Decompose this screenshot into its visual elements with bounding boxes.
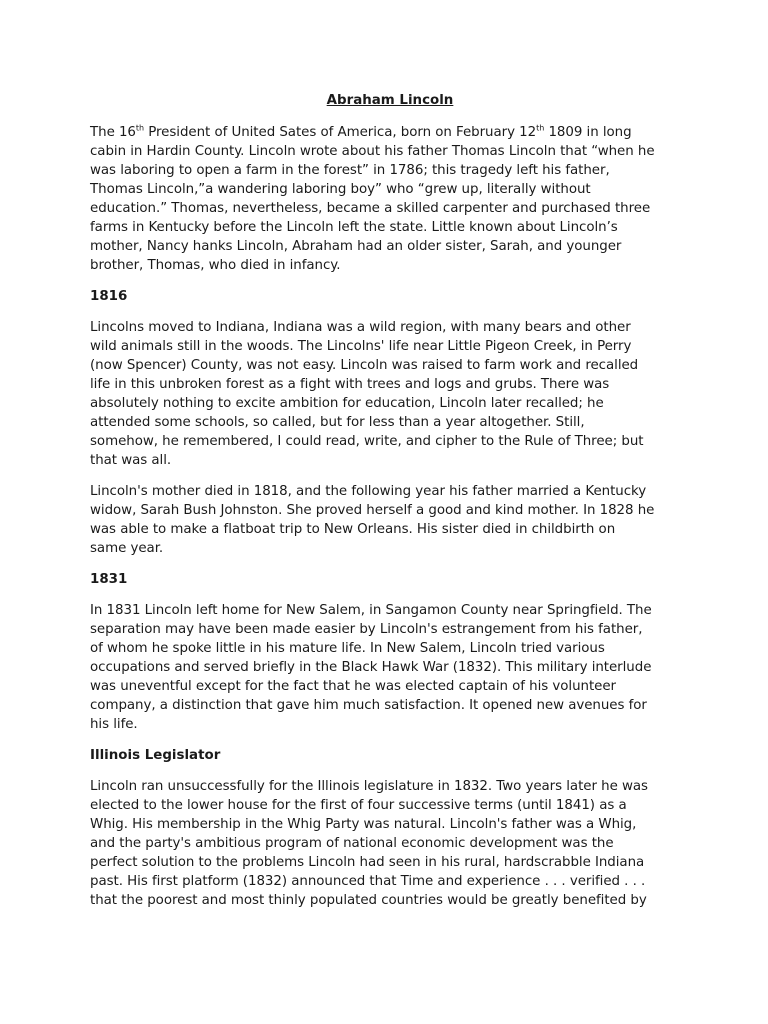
paragraph-line: occupations and served briefly in the Black Hawk War (1832). This military interlude [90, 660, 652, 675]
paragraph-line: Lincoln ran unsuccessfully for the Illinois legislature in 1832. Two years later he was [90, 779, 648, 794]
text-run: The 16 [90, 125, 136, 140]
paragraph-1831 [90, 601, 690, 734]
paragraph-line: Whig. His membership in the Whig Party was natural. Lincoln's father was a Whig, [90, 817, 637, 832]
document-title: Abraham Lincoln [326, 93, 454, 108]
paragraph-line: farms in Kentucky before the Lincoln left the state. Little known about Lincoln’s [90, 220, 618, 235]
paragraph-line: absolutely nothing to excite ambition for education, Lincoln later recalled; he [90, 396, 604, 411]
paragraph-line: attended some schools, so called, but for less than a year altogether. Still, [90, 415, 585, 430]
paragraph-line: Thomas Lincoln,”a wandering laboring boy” who “grew up, literally without [90, 182, 591, 197]
paragraph-line: In 1831 Lincoln left home for New Salem, in Sangamon County near Springfield. The [90, 603, 652, 618]
paragraph-line: perfect solution to the problems Lincoln had seen in his rural, hardscrabble Indiana [90, 855, 645, 870]
paragraph-1816-a [90, 318, 690, 470]
paragraph-line: mother, Nancy hanks Lincoln, Abraham had an older sister, Sarah, and younger [90, 239, 622, 254]
superscript: th [135, 123, 145, 133]
paragraph-line: brother, Thomas, who died in infancy. [90, 258, 341, 273]
paragraph-line: his life. [90, 717, 138, 732]
section-heading-1816: 1816 [90, 289, 128, 304]
paragraph-line: cabin in Hardin County. Lincoln wrote about his father Thomas Lincoln that “when he [90, 144, 655, 159]
paragraph-line: that was all. [90, 453, 172, 468]
paragraph-line [90, 123, 690, 142]
paragraph-1816-b [90, 482, 690, 558]
paragraph-legislator [90, 777, 690, 910]
section-heading-illinois-legislator: Illinois Legislator [90, 748, 221, 763]
paragraph-line: education.” Thomas, nevertheless, became a skilled carpenter and purchased three [90, 201, 651, 216]
paragraph-line: elected to the lower house for the first of four successive terms (until 1841) as a [90, 798, 627, 813]
intro-paragraph [90, 123, 690, 275]
document-page [90, 91, 690, 922]
paragraph-line: and the party's ambitious program of national economic development was the [90, 836, 614, 851]
section-heading-1831: 1831 [90, 572, 128, 587]
paragraph-line: was laboring to open a farm in the forest” in 1786; this tragedy left his father, [90, 163, 610, 178]
text-run: President of United Sates of America, born on February 12 [144, 125, 537, 140]
paragraph-line: that the poorest and most thinly populated countries would be greatly benefited by [90, 893, 647, 908]
paragraph-line: widow, Sarah Bush Johnston. She proved herself a good and kind mother. In 1828 he [90, 503, 655, 518]
paragraph-line: separation may have been made easier by Lincoln's estrangement from his father, [90, 622, 643, 637]
paragraph-line: wild animals still in the woods. The Lincolns' life near Little Pigeon Creek, in Perry [90, 339, 632, 354]
paragraph-line: Lincolns moved to Indiana, Indiana was a wild region, with many bears and other [90, 320, 631, 335]
paragraph-line: of whom he spoke little in his mature life. In New Salem, Lincoln tried various [90, 641, 605, 656]
superscript: th [536, 123, 545, 133]
paragraph-line: (now Spencer) County, was not easy. Lincoln was raised to farm work and recalled [90, 358, 639, 373]
paragraph-line: same year. [90, 541, 164, 556]
paragraph-line: was able to make a flatboat trip to New Orleans. His sister died in childbirth on [90, 522, 616, 537]
paragraph-line: Lincoln's mother died in 1818, and the following year his father married a Kentucky [90, 484, 647, 499]
text-run: 1809 in long [544, 125, 632, 140]
paragraph-line: was uneventful except for the fact that he was elected captain of his volunteer [90, 679, 616, 694]
paragraph-line: past. His first platform (1832) announced that Time and experience . . . verified . . . [90, 874, 646, 889]
paragraph-line: somehow, he remembered, I could read, write, and cipher to the Rule of Three; but [90, 434, 644, 449]
paragraph-line: company, a distinction that gave him much satisfaction. It opened new avenues for [90, 698, 647, 713]
paragraph-line: life in this unbroken forest as a fight with trees and logs and grubs. There was [90, 377, 610, 392]
